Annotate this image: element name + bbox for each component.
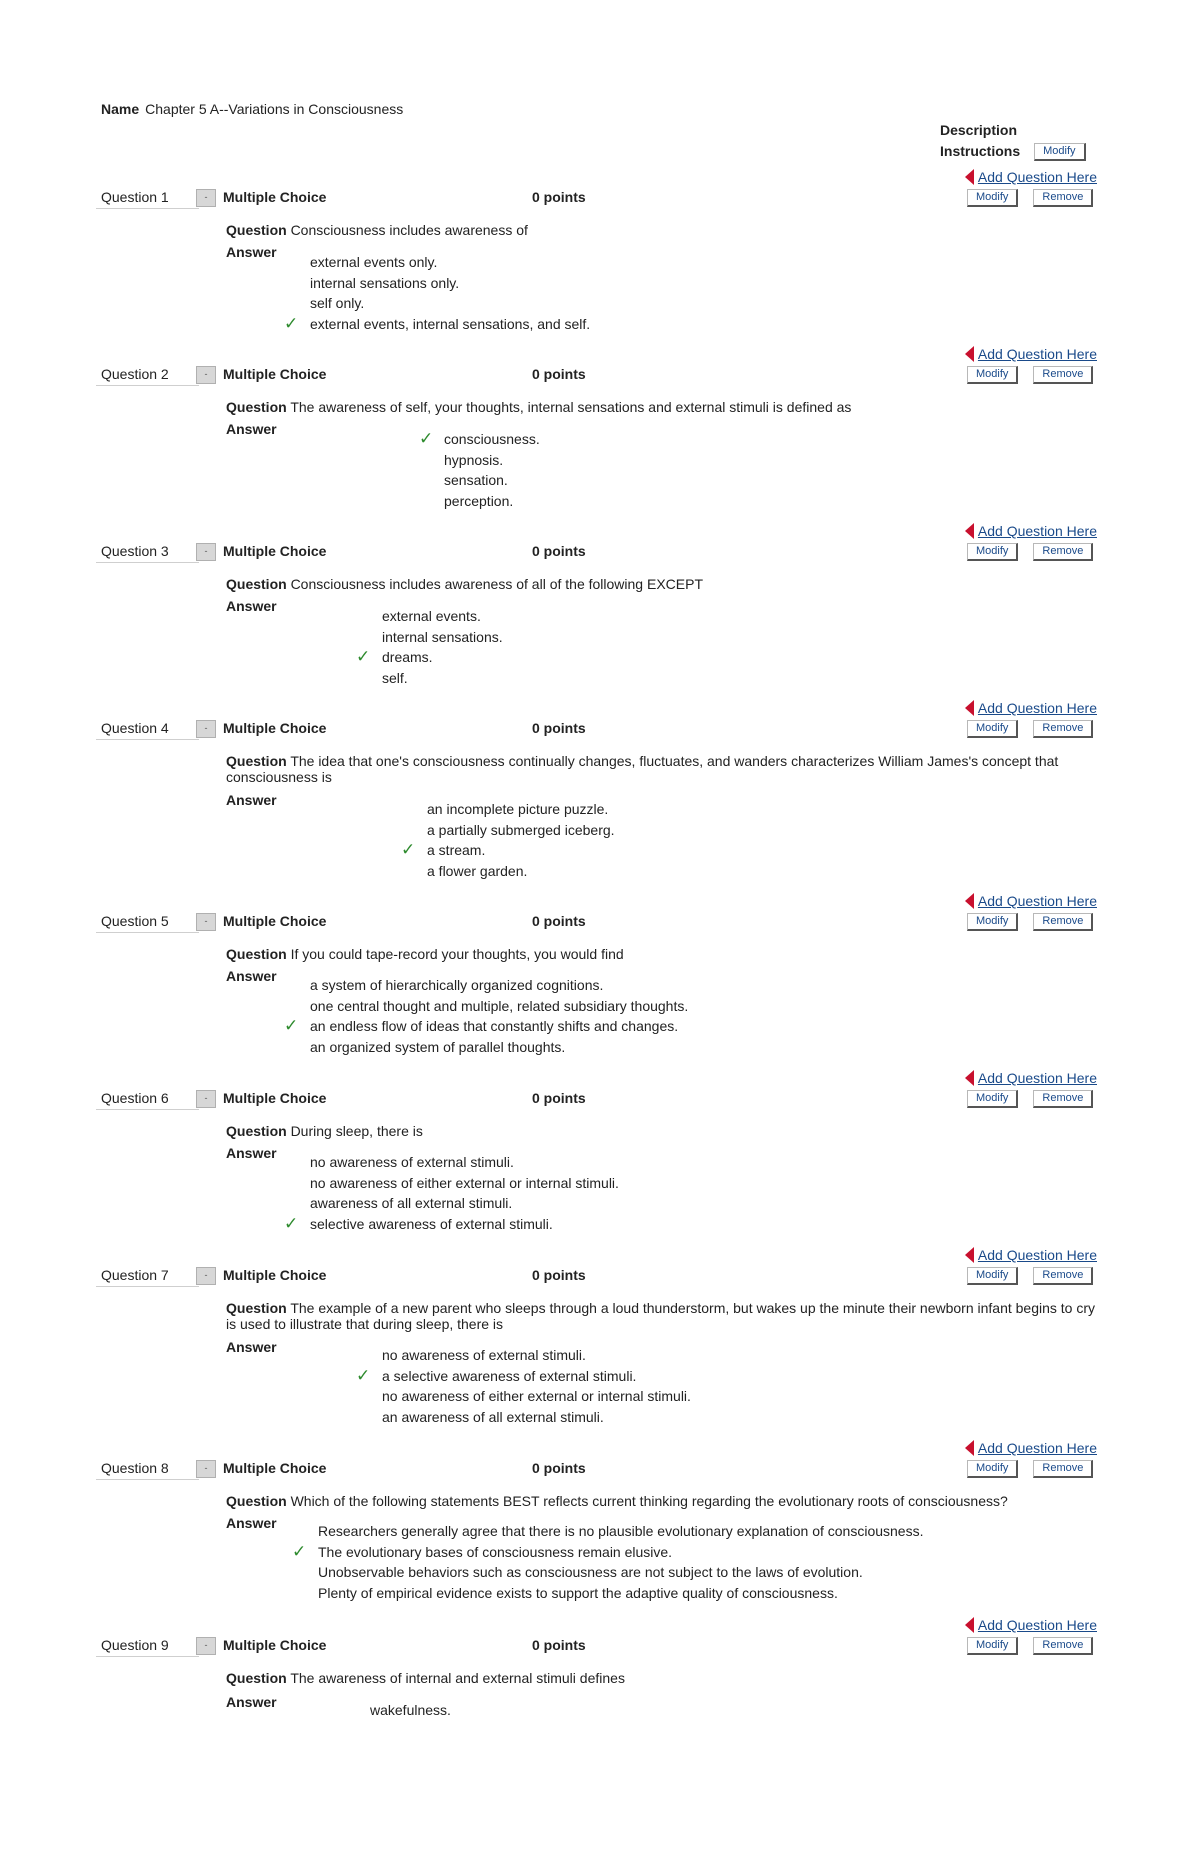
answer-option: Researchers generally agree that there is no plausible evolutionary explanation of consciousness.	[318, 1523, 924, 1539]
question-type: Multiple Choice	[223, 1637, 327, 1653]
question-type: Multiple Choice	[223, 366, 327, 382]
answer-label: Answer	[226, 1694, 277, 1710]
question-type: Multiple Choice	[223, 1267, 327, 1283]
answer-option: sensation.	[444, 472, 508, 489]
answer-label: Answer	[226, 598, 277, 614]
answer-option: an organized system of parallel thoughts.	[310, 1039, 566, 1056]
modify-button[interactable]: Modify	[967, 913, 1018, 931]
question-body: The awareness of internal and external stimuli defines	[290, 1670, 625, 1686]
question-row	[96, 1634, 1096, 1658]
question-row	[96, 1264, 1096, 1288]
question-word: Question	[226, 576, 287, 592]
collapse-toggle-icon[interactable]: -	[196, 1460, 216, 1478]
answer-option: a partially submerged iceberg.	[427, 821, 615, 838]
answer-label: Answer	[226, 244, 277, 260]
answer-option: one central thought and multiple, related subsidiary thoughts.	[310, 997, 689, 1014]
collapse-toggle-icon[interactable]: -	[196, 189, 216, 207]
modify-button[interactable]: Modify	[967, 720, 1018, 738]
arrow-left-icon	[965, 700, 974, 716]
question-type: Multiple Choice	[223, 720, 327, 736]
answer-option: external events only.	[310, 254, 438, 270]
question-type: Multiple Choice	[223, 1460, 327, 1476]
modify-button[interactable]: Modify	[967, 1460, 1018, 1478]
question-text	[226, 576, 1096, 592]
arrow-left-icon	[965, 893, 974, 909]
collapse-toggle-icon[interactable]: -	[196, 543, 216, 561]
add-question-link[interactable]	[965, 1247, 1097, 1263]
description-label: Description	[940, 122, 1018, 138]
add-question-link[interactable]	[965, 523, 1097, 539]
question-body: The awareness of self, your thoughts, internal sensations and external stimuli is defined as	[290, 399, 852, 415]
modify-button[interactable]: Modify	[967, 189, 1018, 207]
question-row	[96, 1457, 1096, 1481]
question-body: The example of a new parent who sleeps through a loud thunderstorm, but wakes up the minute their newborn infant begins to cry is used to illustrate that during sleep, there is	[226, 1300, 1096, 1332]
question-actions	[967, 1637, 1093, 1655]
remove-button[interactable]: Remove	[1033, 1460, 1093, 1478]
remove-button[interactable]: Remove	[1033, 366, 1093, 384]
answer-option: a selective awareness of external stimuli.	[382, 1367, 637, 1384]
question-number: Question 6	[96, 1087, 199, 1110]
question-points: 0 points	[532, 720, 586, 736]
question-text	[226, 1300, 1096, 1332]
question-word: Question	[226, 1493, 287, 1509]
add-question-label[interactable]: Add Question Here	[977, 1247, 1097, 1263]
question-row	[96, 186, 1096, 210]
question-number: Question 5	[96, 910, 199, 933]
question-word: Question	[226, 1670, 287, 1686]
question-text	[226, 1493, 1096, 1509]
answer-option: external events.	[382, 608, 481, 624]
question-text	[226, 753, 1096, 785]
add-question-link[interactable]	[965, 1440, 1097, 1456]
correct-check-icon: ✓	[284, 1214, 299, 1234]
question-word: Question	[226, 1300, 287, 1316]
answer-option: self only.	[310, 295, 365, 312]
add-question-label[interactable]: Add Question Here	[977, 1617, 1097, 1633]
answer-option: hypnosis.	[444, 451, 504, 468]
arrow-left-icon	[965, 1070, 974, 1086]
name-label: Name	[101, 101, 140, 117]
question-number: Question 9	[96, 1634, 199, 1657]
question-points: 0 points	[532, 913, 586, 929]
arrow-left-icon	[965, 1617, 974, 1633]
add-question-label[interactable]: Add Question Here	[977, 1440, 1097, 1456]
question-actions	[967, 543, 1093, 561]
answer-label: Answer	[226, 421, 277, 437]
answer-option: consciousness.	[444, 431, 540, 447]
question-number: Question 4	[96, 717, 199, 740]
answer-option: awareness of all external stimuli.	[310, 1195, 513, 1212]
answer-option: The evolutionary bases of consciousness remain elusive.	[318, 1543, 673, 1560]
question-word: Question	[226, 1123, 287, 1139]
arrow-left-icon	[965, 523, 974, 539]
answer-option: a stream.	[427, 842, 486, 859]
remove-button[interactable]: Remove	[1033, 1637, 1093, 1655]
question-row	[96, 363, 1096, 387]
question-actions	[967, 189, 1093, 207]
question-points: 0 points	[532, 189, 586, 205]
question-word: Question	[226, 946, 287, 962]
question-actions	[967, 366, 1093, 384]
instructions-modify-button[interactable]: Modify	[1034, 143, 1085, 161]
question-actions	[967, 1267, 1093, 1285]
answer-option: no awareness of external stimuli.	[382, 1347, 586, 1363]
answer-label: Answer	[226, 968, 277, 984]
remove-button[interactable]: Remove	[1033, 189, 1093, 207]
add-question-link[interactable]	[965, 169, 1097, 185]
question-text	[226, 222, 1096, 238]
collapse-toggle-icon[interactable]: -	[196, 366, 216, 384]
answer-label: Answer	[226, 792, 277, 808]
question-body: Which of the following statements BEST reflects current thinking regarding the evolutionary roots of consciousness?	[290, 1493, 1008, 1509]
add-question-link[interactable]	[965, 1070, 1097, 1086]
remove-button[interactable]: Remove	[1033, 1090, 1093, 1108]
answer-option: a flower garden.	[427, 863, 528, 880]
question-actions	[967, 913, 1093, 931]
add-question-label[interactable]: Add Question Here	[977, 523, 1097, 539]
collapse-toggle-icon[interactable]: -	[196, 913, 216, 931]
add-question-link[interactable]	[965, 700, 1097, 716]
answer-option: Plenty of empirical evidence exists to support the adaptive quality of consciousness.	[318, 1585, 838, 1602]
question-body: Consciousness includes awareness of	[290, 222, 528, 238]
answer-option: an endless flow of ideas that constantly shifts and changes.	[310, 1018, 679, 1035]
answer-option: dreams.	[382, 649, 433, 666]
correct-check-icon: ✓	[284, 314, 299, 334]
arrow-left-icon	[965, 1247, 974, 1263]
answer-label: Answer	[226, 1145, 277, 1161]
question-text	[226, 946, 1096, 962]
answer-option: external events, internal sensations, and self.	[310, 316, 591, 333]
correct-check-icon: ✓	[356, 647, 371, 667]
question-number: Question 3	[96, 540, 199, 563]
arrow-left-icon	[965, 1440, 974, 1456]
arrow-left-icon	[965, 169, 974, 185]
answer-option: perception.	[444, 493, 514, 510]
remove-button[interactable]: Remove	[1033, 1267, 1093, 1285]
question-actions	[967, 1090, 1093, 1108]
question-points: 0 points	[532, 1090, 586, 1106]
modify-button[interactable]: Modify	[967, 1267, 1018, 1285]
correct-check-icon: ✓	[284, 1016, 299, 1036]
add-question-link[interactable]	[965, 346, 1097, 362]
question-row	[96, 1087, 1096, 1111]
answer-label: Answer	[226, 1339, 277, 1355]
answer-option: Unobservable behaviors such as consciousness are not subject to the laws of evolution.	[318, 1564, 863, 1581]
question-points: 0 points	[532, 1637, 586, 1653]
answer-option: selective awareness of external stimuli.	[310, 1216, 553, 1233]
question-word: Question	[226, 222, 287, 238]
collapse-toggle-icon[interactable]: -	[196, 1267, 216, 1285]
add-question-label[interactable]: Add Question Here	[977, 169, 1097, 185]
question-text	[226, 1123, 1096, 1139]
description-block	[940, 120, 1086, 162]
question-number: Question 2	[96, 363, 199, 386]
question-row	[96, 540, 1096, 564]
arrow-left-icon	[965, 346, 974, 362]
collapse-toggle-icon[interactable]: -	[196, 1090, 216, 1108]
name-value: Chapter 5 A--Variations in Consciousness	[145, 101, 404, 117]
question-points: 0 points	[532, 366, 586, 382]
question-type: Multiple Choice	[223, 189, 327, 205]
modify-button[interactable]: Modify	[967, 1090, 1018, 1108]
add-question-link[interactable]	[965, 1617, 1097, 1633]
collapse-toggle-icon[interactable]: -	[196, 720, 216, 738]
question-type: Multiple Choice	[223, 543, 327, 559]
answer-option: no awareness of external stimuli.	[310, 1154, 514, 1170]
question-text	[226, 399, 1096, 415]
answer-option: self.	[382, 670, 408, 687]
answer-option: a system of hierarchically organized cognitions.	[310, 977, 604, 993]
question-row	[96, 717, 1096, 741]
answer-option: no awareness of either external or internal stimuli.	[310, 1174, 619, 1191]
answer-option: internal sensations only.	[310, 274, 460, 291]
question-body: Consciousness includes awareness of all of the following EXCEPT	[290, 576, 703, 592]
quiz-name	[101, 101, 403, 117]
remove-button[interactable]: Remove	[1033, 543, 1093, 561]
collapse-toggle-icon[interactable]: -	[196, 1637, 216, 1655]
question-text	[226, 1670, 1096, 1686]
modify-button[interactable]: Modify	[967, 366, 1018, 384]
correct-check-icon: ✓	[419, 429, 434, 448]
modify-button[interactable]: Modify	[967, 543, 1018, 561]
answer-option: internal sensations.	[382, 628, 503, 645]
question-actions	[967, 1460, 1093, 1478]
answer-option: wakefulness.	[370, 1702, 451, 1718]
correct-check-icon: ✓	[401, 840, 416, 860]
add-question-label[interactable]: Add Question Here	[977, 700, 1097, 716]
question-number: Question 8	[96, 1457, 199, 1480]
modify-button[interactable]: Modify	[967, 1637, 1018, 1655]
answer-option: no awareness of either external or internal stimuli.	[382, 1388, 691, 1405]
question-number: Question 1	[96, 186, 199, 209]
instructions-label: Instructions	[940, 143, 1021, 159]
remove-button[interactable]: Remove	[1033, 720, 1093, 738]
question-type: Multiple Choice	[223, 1090, 327, 1106]
correct-check-icon: ✓	[356, 1365, 371, 1385]
answer-option: an incomplete picture puzzle.	[427, 801, 609, 817]
question-points: 0 points	[532, 1460, 586, 1476]
question-word: Question	[226, 753, 287, 769]
question-number: Question 7	[96, 1264, 199, 1287]
question-body: The idea that one's consciousness continually changes, fluctuates, and wanders characterizes William James's concept that consciousness is	[226, 753, 1059, 785]
question-points: 0 points	[532, 543, 586, 559]
question-actions	[967, 720, 1093, 738]
add-question-label[interactable]: Add Question Here	[977, 346, 1097, 362]
answer-option: an awareness of all external stimuli.	[382, 1409, 604, 1426]
question-body: During sleep, there is	[290, 1123, 423, 1139]
question-type: Multiple Choice	[223, 913, 327, 929]
question-body: If you could tape-record your thoughts, you would find	[290, 946, 624, 962]
remove-button[interactable]: Remove	[1033, 913, 1093, 931]
answer-label: Answer	[226, 1515, 277, 1531]
question-word: Question	[226, 399, 287, 415]
add-question-label[interactable]: Add Question Here	[977, 1070, 1097, 1086]
correct-check-icon: ✓	[292, 1541, 307, 1561]
add-question-link[interactable]	[965, 893, 1097, 909]
question-row	[96, 910, 1096, 934]
add-question-label[interactable]: Add Question Here	[977, 893, 1097, 909]
question-points: 0 points	[532, 1267, 586, 1283]
